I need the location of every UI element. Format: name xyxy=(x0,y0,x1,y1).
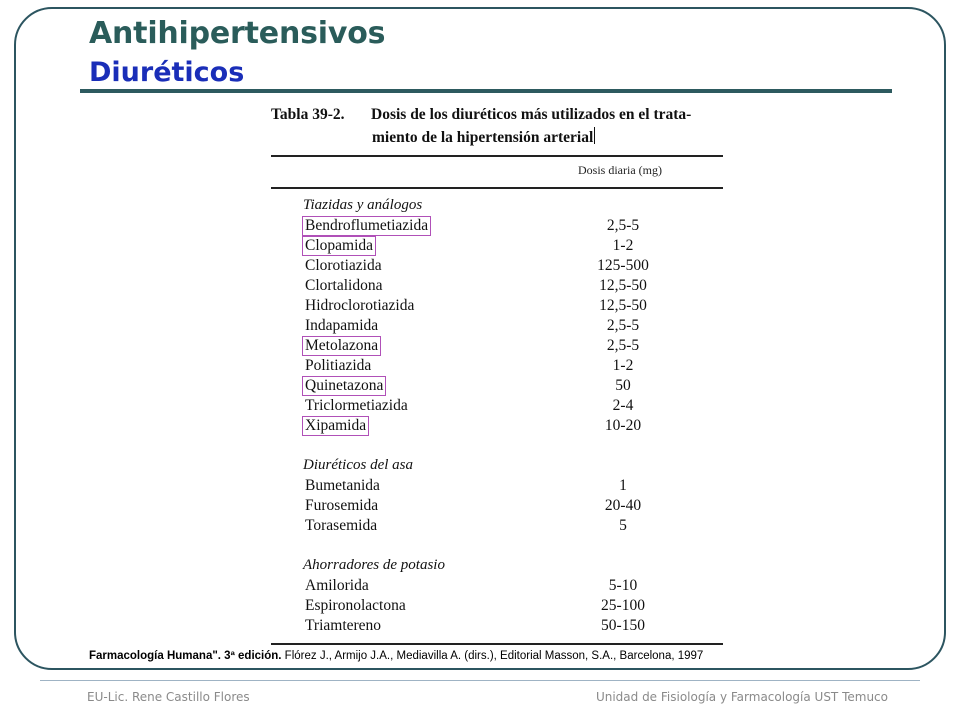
table-caption-line2-wrap xyxy=(372,127,595,147)
text-cursor xyxy=(594,127,595,144)
table-row xyxy=(303,417,723,437)
table-row xyxy=(303,337,723,357)
drug-name: Clortalidona xyxy=(305,277,383,294)
daily-dose: 12,5-50 xyxy=(599,277,647,294)
daily-dose: 2,5-5 xyxy=(606,337,640,354)
daily-dose: 25-100 xyxy=(601,597,645,614)
table-number: Tabla 39-2. xyxy=(271,106,345,123)
table-header-rule xyxy=(271,187,723,189)
table-row xyxy=(303,397,723,417)
drug-name: Clorotiazida xyxy=(305,257,382,274)
drug-name: Espironolactona xyxy=(305,597,406,614)
reference-title: Farmacología Humana". 3ª edición. xyxy=(89,650,282,662)
daily-dose: 1 xyxy=(619,477,627,494)
daily-dose: 50 xyxy=(615,377,631,394)
daily-dose: 12,5-50 xyxy=(599,297,647,314)
table-bottom-rule xyxy=(271,643,723,645)
table-row xyxy=(303,377,723,397)
drug-name: Clopamida xyxy=(305,237,374,254)
daily-dose: 5-10 xyxy=(608,577,638,594)
footer-divider xyxy=(40,680,920,681)
section-heading: Ahorradores de potasio xyxy=(303,557,445,573)
table-row xyxy=(303,577,723,597)
drug-name: Politiazida xyxy=(305,357,372,374)
drug-name: Triclormetiazida xyxy=(305,397,408,414)
daily-dose: 2,5-5 xyxy=(606,317,640,334)
footer-author: EU-Lic. Rene Castillo Flores xyxy=(87,690,250,704)
daily-dose: 2-4 xyxy=(612,397,634,414)
footer-institution: Unidad de Fisiología y Farmacología UST Temuco xyxy=(595,690,888,704)
drug-name: Triamtereno xyxy=(305,617,382,634)
daily-dose: 1-2 xyxy=(612,237,634,254)
table-row xyxy=(303,357,723,377)
slide-title: Antihipertensivos xyxy=(89,16,386,51)
daily-dose: 125-500 xyxy=(597,257,649,274)
table-row xyxy=(303,477,723,497)
table-row xyxy=(303,217,723,237)
reference-citation xyxy=(89,650,703,662)
drug-name: Metolazona xyxy=(305,337,379,354)
column-header-dose: Dosis diaria (mg) xyxy=(578,163,662,177)
reference-details: Flórez J., Armijo J.A., Mediavilla A. (dirs.), Editorial Masson, S.A., Barcelona, 1997 xyxy=(281,650,704,662)
daily-dose: 20-40 xyxy=(604,497,642,514)
table-row xyxy=(303,597,723,617)
drug-name: Torasemida xyxy=(305,517,378,534)
daily-dose: 10-20 xyxy=(604,417,642,434)
drug-name: Indapamida xyxy=(305,317,379,334)
table-row xyxy=(303,517,723,537)
drug-name: Xipamida xyxy=(305,417,367,434)
drug-name: Quinetazona xyxy=(305,377,384,394)
daily-dose: 50-150 xyxy=(601,617,645,634)
daily-dose: 5 xyxy=(619,517,627,534)
slide-subtitle: Diuréticos xyxy=(89,57,245,88)
table-row xyxy=(303,617,723,637)
section-heading: Tiazidas y análogos xyxy=(303,197,423,213)
table-caption xyxy=(271,106,691,124)
drug-name: Amilorida xyxy=(305,577,369,594)
table-row xyxy=(303,497,723,517)
table-row xyxy=(303,257,723,277)
section-heading: Diuréticos del asa xyxy=(303,457,413,473)
drug-name: Furosemida xyxy=(305,497,379,514)
table-row xyxy=(303,317,723,337)
table-row xyxy=(303,277,723,297)
table-row xyxy=(303,297,723,317)
table-row xyxy=(303,237,723,257)
table-caption-line1: Dosis de los diuréticos más utilizados en el trata- xyxy=(371,106,692,123)
drug-name: Bumetanida xyxy=(305,477,380,494)
daily-dose: 2,5-5 xyxy=(606,217,640,234)
table-top-rule xyxy=(271,155,723,157)
drug-name: Bendroflumetiazida xyxy=(305,217,429,234)
daily-dose: 1-2 xyxy=(612,357,634,374)
table-caption-line2: miento de la hipertensión arterial xyxy=(372,129,594,146)
title-underline xyxy=(80,89,892,93)
drug-name: Hidroclorotiazida xyxy=(305,297,415,314)
